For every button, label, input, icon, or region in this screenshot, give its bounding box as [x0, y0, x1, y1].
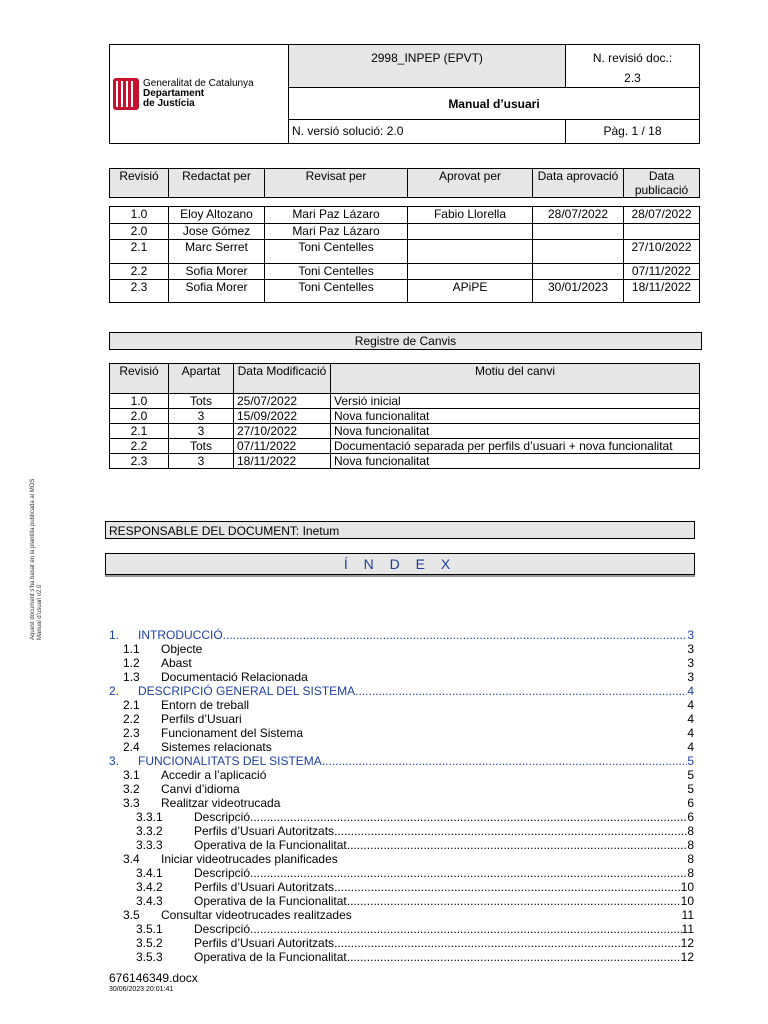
- toc-entry[interactable]: [109, 852, 694, 866]
- change-cell: 15/09/2022: [234, 409, 331, 424]
- toc-leader: [240, 782, 688, 796]
- change-cell: 1.0: [110, 394, 169, 409]
- toc-entry[interactable]: [109, 880, 694, 894]
- toc-entry[interactable]: [109, 810, 694, 824]
- change-cell: Nova funcionalitat: [331, 454, 700, 469]
- rev-col-header: Revisió: [110, 169, 169, 198]
- toc-title: Perfils d’Usuari Autoritzats: [194, 880, 335, 894]
- revision-cell: [533, 240, 624, 264]
- toc-leader: [250, 810, 687, 824]
- toc-number: 3.5: [123, 908, 140, 922]
- toc-number: 3.4.1: [136, 866, 163, 880]
- toc-page: 8: [687, 866, 694, 880]
- revision-cell: Marc Serret: [169, 240, 265, 264]
- toc-number: 3.3.3: [136, 838, 163, 852]
- toc-title: Perfils d’Usuari Autoritzats: [194, 824, 335, 838]
- toc-entry[interactable]: [109, 670, 694, 684]
- revision-cell: 2.3: [110, 280, 169, 303]
- revision-cell: [624, 224, 700, 240]
- toc-number: 2.4: [123, 740, 140, 754]
- toc-leader: [280, 796, 687, 810]
- toc-entry[interactable]: [109, 656, 694, 670]
- toc-entry[interactable]: [109, 796, 694, 810]
- change-row: [110, 394, 700, 409]
- toc-page: 6: [687, 796, 694, 810]
- change-log-table: [109, 363, 700, 469]
- toc-title: FUNCIONALITATS DEL SISTEMA: [138, 754, 322, 768]
- toc-page: 3: [687, 656, 694, 670]
- toc-entry[interactable]: [109, 908, 694, 922]
- revisions-header: [109, 168, 700, 198]
- revision-cell: 2.2: [110, 264, 169, 280]
- toc-leader: [347, 838, 688, 852]
- toc-leader: [223, 628, 688, 642]
- revision-row: [110, 207, 700, 224]
- footer-filename: 676146349.docx: [109, 971, 198, 985]
- toc-title: Perfils d’Usuari Autoritzats: [194, 936, 335, 950]
- footer-timestamp: 30/06/2023 20:01:41: [109, 986, 174, 993]
- revision-cell: Mari Paz Lázaro: [265, 207, 408, 224]
- page-number: Pàg. 1 / 18: [566, 119, 700, 143]
- toc-title: Objecte: [161, 642, 203, 656]
- chg-col-header: Revisió: [110, 364, 169, 394]
- toc-number: 2.: [109, 684, 120, 698]
- toc-number: 3.4.2: [136, 880, 163, 894]
- change-cell: 2.2: [110, 439, 169, 454]
- change-cell: 2.0: [110, 409, 169, 424]
- toc-leader: [355, 684, 687, 698]
- toc-leader: [202, 642, 687, 656]
- toc-entry[interactable]: [109, 740, 694, 754]
- toc-number: 2.2: [123, 712, 140, 726]
- toc-entry[interactable]: [109, 922, 694, 936]
- revisions-table: [109, 206, 700, 303]
- revision-cell: Eloy Altozano: [169, 207, 265, 224]
- revision-cell: 30/01/2023: [533, 280, 624, 303]
- revision-row: [110, 224, 700, 240]
- revision-cell: Sofia Morer: [169, 280, 265, 303]
- change-cell: 25/07/2022: [234, 394, 331, 409]
- change-cell: Documentació separada per perfils d’usuari + nova funcionalitat: [331, 439, 700, 454]
- toc-entry[interactable]: [109, 838, 694, 852]
- toc-leader: [347, 950, 681, 964]
- revision-cell: Mari Paz Lázaro: [265, 224, 408, 240]
- revision-cell: Jose Gómez: [169, 224, 265, 240]
- toc-number: 2.3: [123, 726, 140, 740]
- revision-cell: 1.0: [110, 207, 169, 224]
- toc-entry[interactable]: [109, 894, 694, 908]
- toc-entry[interactable]: [109, 642, 694, 656]
- revision-cell: 27/10/2022: [624, 240, 700, 264]
- solution-version: N. versió solució: 2.0: [289, 119, 566, 143]
- toc-page: 5: [687, 768, 694, 782]
- revision-cell: Fabio Llorella: [408, 207, 533, 224]
- toc-title: DESCRIPCIÓ GENERAL DEL SISTEMA: [138, 684, 356, 698]
- toc-leader: [322, 754, 688, 768]
- change-row: [110, 409, 700, 424]
- rev-col-header: Data aprovació: [533, 169, 624, 198]
- toc-leader: [266, 768, 687, 782]
- toc-page: 3: [687, 628, 694, 642]
- change-cell: 3: [169, 454, 234, 469]
- toc-title: Documentació Relacionada: [161, 670, 308, 684]
- toc-entry[interactable]: [109, 866, 694, 880]
- revision-cell: 07/11/2022: [624, 264, 700, 280]
- toc-page: 8: [687, 838, 694, 852]
- change-cell: 3: [169, 424, 234, 439]
- revision-cell: [533, 264, 624, 280]
- toc-leader: [192, 656, 688, 670]
- revision-cell: 2.0: [110, 224, 169, 240]
- toc-entry[interactable]: [109, 712, 694, 726]
- revision-cell: Sofia Morer: [169, 264, 265, 280]
- change-row: [110, 424, 700, 439]
- toc-page: 8: [687, 852, 694, 866]
- revision-cell: [408, 224, 533, 240]
- logo-line-2: Departament: [143, 88, 205, 99]
- toc-page: 4: [687, 698, 694, 712]
- index-title: Í N D E X: [105, 553, 695, 575]
- revision-cell: 2.1: [110, 240, 169, 264]
- side-note: Aquest document s’ha basat en la plantilla publicada al MOS Manual d’usuari v2.0: [30, 478, 43, 640]
- generalitat-logo: [113, 78, 285, 110]
- rev-col-header: Revisat per: [265, 169, 408, 198]
- toc-number: 3.4.3: [136, 894, 163, 908]
- toc-leader: [338, 852, 688, 866]
- toc-page: 4: [687, 740, 694, 754]
- document-responsible: RESPONSABLE DEL DOCUMENT: Inetum: [105, 521, 695, 539]
- toc-leader: [308, 670, 688, 684]
- revision-cell: APiPE: [408, 280, 533, 303]
- toc-entry[interactable]: [109, 950, 694, 964]
- revision-doc-label: N. revisió doc.:: [592, 51, 673, 65]
- toc-leader: [250, 866, 687, 880]
- toc-number: 1.: [109, 628, 120, 642]
- revision-cell: 28/07/2022: [533, 207, 624, 224]
- table-of-contents: [109, 628, 694, 964]
- catalan-flag-icon: [113, 78, 139, 110]
- toc-entry[interactable]: [109, 726, 694, 740]
- revision-cell: 18/11/2022: [624, 280, 700, 303]
- toc-number: 3.2: [123, 782, 140, 796]
- toc-entry[interactable]: [109, 628, 694, 642]
- toc-number: 3.3.1: [136, 810, 163, 824]
- logo-line-1: Generalitat de Catalunya: [143, 78, 254, 89]
- document-header: [109, 44, 700, 144]
- toc-number: 2.1: [123, 698, 140, 712]
- toc-number: 3.5.3: [136, 950, 163, 964]
- toc-leader: [334, 824, 687, 838]
- toc-page: 10: [680, 880, 694, 894]
- toc-number: 3.4: [123, 852, 140, 866]
- toc-leader: [347, 894, 681, 908]
- revision-cell: Toni Centelles: [265, 264, 408, 280]
- rev-col-header: Data publicació: [624, 169, 700, 198]
- toc-title: INTRODUCCIÓ: [138, 628, 223, 642]
- toc-title: Accedir a l’aplicació: [161, 768, 267, 782]
- toc-number: 1.2: [123, 656, 140, 670]
- toc-page: 5: [687, 754, 694, 768]
- toc-page: 3: [687, 642, 694, 656]
- toc-title: Operativa de la Funcionalitat: [194, 894, 347, 908]
- toc-title: Abast: [161, 656, 192, 670]
- document-title: Manual d’usuari: [289, 88, 700, 119]
- toc-leader: [334, 880, 681, 894]
- toc-number: 3.1: [123, 768, 140, 782]
- toc-title: Descripció: [194, 866, 251, 880]
- change-cell: Nova funcionalitat: [331, 424, 700, 439]
- change-log-title: Registre de Canvis: [109, 332, 702, 350]
- change-cell: 07/11/2022: [234, 439, 331, 454]
- toc-title: Descripció: [194, 922, 251, 936]
- change-cell: Tots: [169, 439, 234, 454]
- toc-entry[interactable]: [109, 936, 694, 950]
- revision-row: [110, 240, 700, 264]
- change-cell: 3: [169, 409, 234, 424]
- revision-cell: [533, 224, 624, 240]
- revision-cell: Toni Centelles: [265, 240, 408, 264]
- chg-col-header: Motiu del canvi: [331, 364, 700, 394]
- change-cell: 2.3: [110, 454, 169, 469]
- toc-number: 3.5.2: [136, 936, 163, 950]
- toc-title: Operativa de la Funcionalitat: [194, 838, 347, 852]
- revision-cell: 28/07/2022: [624, 207, 700, 224]
- toc-number: 1.3: [123, 670, 140, 684]
- logo-cell: [110, 45, 289, 144]
- toc-number: 3.3: [123, 796, 140, 810]
- rev-col-header: Redactat per: [169, 169, 265, 198]
- toc-page: 4: [687, 684, 694, 698]
- logo-line-3: de Justícia: [143, 98, 195, 109]
- toc-leader: [272, 740, 688, 754]
- toc-entry[interactable]: [109, 698, 694, 712]
- change-cell: 27/10/2022: [234, 424, 331, 439]
- toc-entry[interactable]: [109, 684, 694, 698]
- rev-col-header: Aprovat per: [408, 169, 533, 198]
- toc-number: 1.1: [123, 642, 140, 656]
- toc-page: 11: [681, 922, 694, 936]
- toc-leader: [250, 922, 682, 936]
- toc-page: 11: [681, 908, 694, 922]
- toc-entry[interactable]: [109, 782, 694, 796]
- toc-page: 12: [680, 950, 694, 964]
- chg-col-header: Data Modificació: [234, 364, 331, 394]
- change-cell: 2.1: [110, 424, 169, 439]
- toc-title: Entorn de treball: [161, 698, 250, 712]
- toc-number: 3.5.1: [136, 922, 163, 936]
- toc-leader: [249, 698, 687, 712]
- toc-title: Consultar videotrucades realitzades: [161, 908, 352, 922]
- revision-doc-cell: [566, 45, 700, 88]
- change-cell: Nova funcionalitat: [331, 409, 700, 424]
- toc-title: Operativa de la Funcionalitat: [194, 950, 347, 964]
- toc-page: 3: [687, 670, 694, 684]
- toc-leader: [352, 908, 682, 922]
- toc-leader: [334, 936, 681, 950]
- toc-page: 5: [687, 782, 694, 796]
- toc-entry[interactable]: [109, 768, 694, 782]
- toc-page: 8: [687, 824, 694, 838]
- toc-title: Funcionament del Sistema: [161, 726, 304, 740]
- toc-page: 4: [687, 726, 694, 740]
- change-cell: 18/11/2022: [234, 454, 331, 469]
- toc-page: 12: [680, 936, 694, 950]
- toc-title: Descripció: [194, 810, 251, 824]
- toc-title: Sistemes relacionats: [161, 740, 272, 754]
- change-row: [110, 439, 700, 454]
- toc-title: Realitzar videotrucada: [161, 796, 281, 810]
- change-cell: Tots: [169, 394, 234, 409]
- toc-page: 6: [687, 810, 694, 824]
- toc-title: Canvi d’idioma: [161, 782, 240, 796]
- change-cell: Versió inicial: [331, 394, 700, 409]
- toc-leader: [303, 726, 687, 740]
- toc-number: 3.3.2: [136, 824, 163, 838]
- change-row: [110, 454, 700, 469]
- toc-page: 4: [687, 712, 694, 726]
- toc-number: 3.: [109, 754, 120, 768]
- toc-entry[interactable]: [109, 824, 694, 838]
- toc-page: 10: [680, 894, 694, 908]
- revision-row: [110, 264, 700, 280]
- toc-leader: [242, 712, 688, 726]
- toc-title: Iniciar videotrucades planificades: [161, 852, 338, 866]
- revision-doc-value: 2.3: [624, 71, 641, 85]
- toc-entry[interactable]: [109, 754, 694, 768]
- revision-cell: [408, 264, 533, 280]
- toc-title: Perfils d’Usuari: [161, 712, 242, 726]
- revision-cell: [408, 240, 533, 264]
- chg-col-header: Apartat: [169, 364, 234, 394]
- project-code: 2998_INPEP (EPVT): [289, 45, 566, 88]
- revision-row: [110, 280, 700, 303]
- revision-cell: Toni Centelles: [265, 280, 408, 303]
